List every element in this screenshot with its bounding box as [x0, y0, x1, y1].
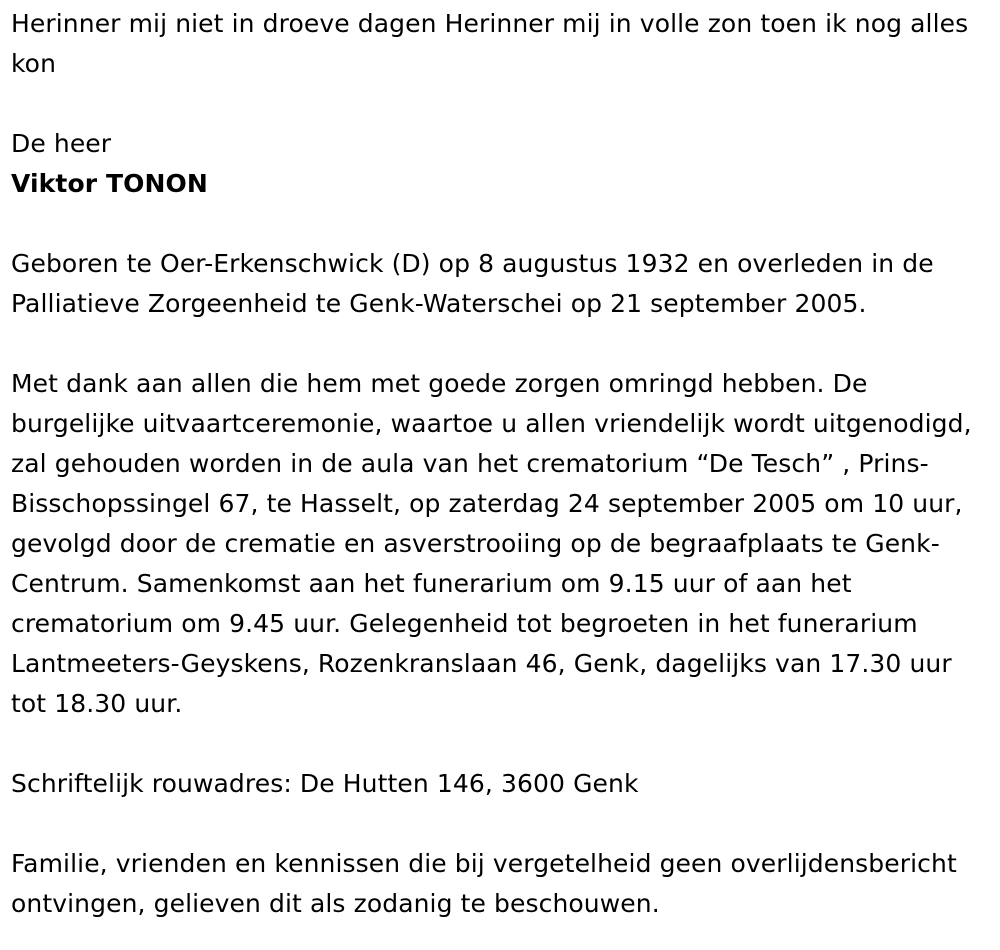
birth-death-paragraph: Geboren te Oer-Erkenschwick (D) op 8 augustus 1932 en overleden in de Palliatieve Zorgeenheid te Genk-Waterschei op 21 september 2005. [11, 249, 934, 318]
memorial-quote: Herinner mij niet in droeve dagen Herinner mij in volle zon toen ik nog alles kon [11, 9, 969, 78]
deceased-name: Viktor TONON [11, 169, 208, 198]
mourning-address: Schriftelijk rouwadres: De Hutten 146, 3600 Genk [11, 769, 639, 798]
ceremony-paragraph: Met dank aan allen die hem met goede zorgen omringd hebben. De burgelijke uitvaartceremonie, waartoe u allen vriendelijk wordt uitgenodigd, zal gehouden worden in de aula van het crematorium “De Tesch” , Prins-Bisschopssingel 67, te Hasselt, op zaterdag 24 september 2005 om 10 uur, gevolgd door de crematie en asverstrooiing op de begraafplaats te Genk-Centrum. Samenkomst aan het funerarium om 9.15 uur of aan het crematorium om 9.45 uur. Gelegenheid tot begroeten in het funerarium Lantmeeters-Geyskens, Rozenkranslaan 46, Genk, dagelijks van 17.30 uur tot 18.30 uur. [11, 369, 972, 718]
closing-note: Familie, vrienden en kennissen die bij vergetelheid geen overlijdensbericht ontvingen, gelieven dit als zodanig te beschouwen. [11, 849, 957, 918]
honorific-title: De heer [11, 129, 112, 158]
